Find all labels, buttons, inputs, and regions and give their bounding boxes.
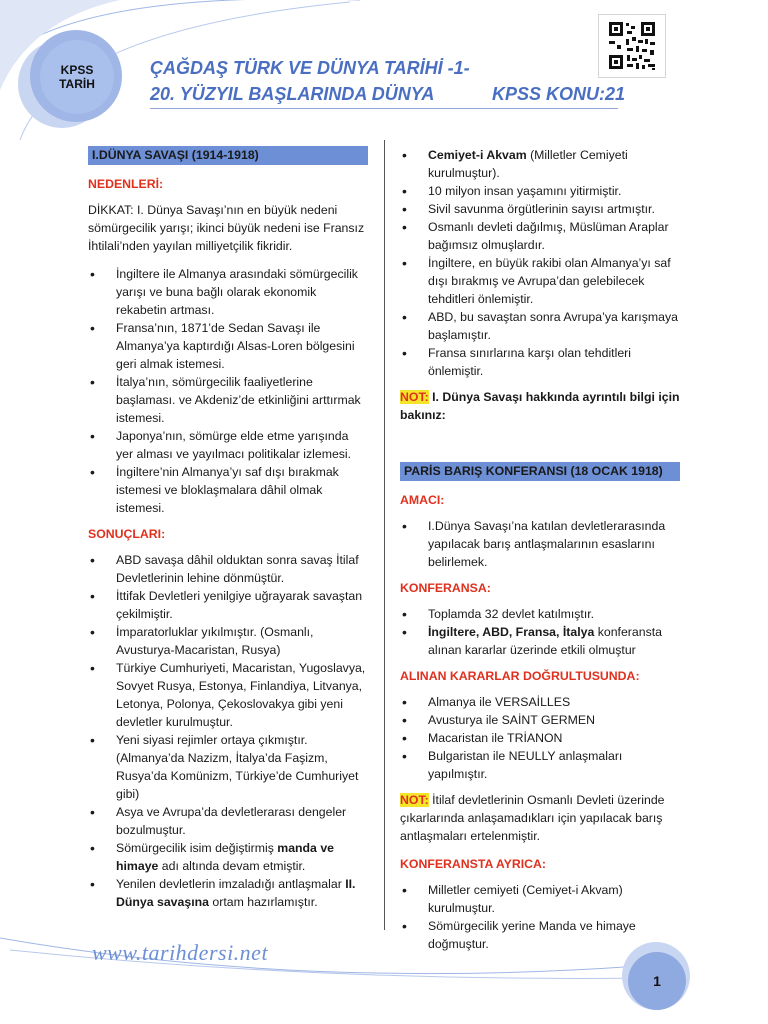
list-item: • 10 milyon insan yaşamını yitirmiştir. [400, 182, 680, 200]
list-item: • Osmanlı devleti dağılmış, Müslüman Araplar bağımsız olmuşlardır. [400, 218, 680, 254]
list-item: • ABD, bu savaştan sonra Avrupa’ya karışmaya başlamıştır. [400, 308, 680, 344]
causes-heading: NEDENLERİ: [88, 177, 164, 191]
list-item: • İtalya’nın, sömürgecilik faaliyetlerine başlaması. ve Akdeniz’de etkinliğini arttırmak istemesi. [88, 373, 368, 427]
bold-segment: Cemiyet-i Akvam [428, 148, 527, 162]
conference-list [400, 605, 680, 659]
badge-line-1: KPSS [60, 63, 94, 77]
dikkat-paragraph: DİKKAT: I. Dünya Savaşı’nın en büyük nedeni sömürgecilik yarışı; ikinci büyük nedeni ise Fransız İhtilali’nden yayılan milliyetçilik fikridir. [88, 203, 365, 253]
list-item: • ABD savaşa dâhil olduktan sonra savaş İtilaf Devletlerinin lehine dönmüştür. [88, 551, 368, 587]
bold-segment: İngiltere, ABD, Fransa, İtalya [428, 625, 595, 639]
list-item: • İngiltere ile Almanya arasındaki sömürgecilik yarışı ve buna bağlı olarak ekonomik rekabetin artması. [88, 265, 368, 319]
note-ww1 [400, 388, 680, 424]
section-title-ww1: I.DÜNYA SAVAŞI (1914-1918) [88, 146, 368, 165]
list-item: • I.Dünya Savaşı’na katılan devletlerarasında yapılacak barış antlaşmalarının esaslarını belirlemek. [400, 517, 680, 571]
text-segment: konferansta alınan kararlar üzerinde etkili olmuştur [428, 625, 662, 657]
results-continued-list [400, 146, 680, 380]
list-item: • Fransa sınırlarına karşı olan tehditleri önlemiştir. [400, 344, 680, 380]
list-item [400, 146, 680, 182]
list-item: • Yeni siyasi rejimler ortaya çıkmıştır. (Almanya’da Nazizm, İtalya’da Faşizm, Rusya’da Komünizm, Türkiye’de Cumhuriyet gibi) [88, 731, 368, 803]
list-item: • Almanya ile VERSAİLLES [400, 693, 680, 711]
also-heading: KONFERANSTA AYRICA: [400, 857, 546, 871]
decisions-list [400, 693, 680, 783]
kpss-badge [40, 40, 114, 114]
page-title: ÇAĞDAŞ TÜRK VE DÜNYA TARİHİ -1- [150, 58, 470, 78]
list-item: • Avusturya ile SAİNT GERMEN [400, 711, 680, 729]
qr-code-icon[interactable] [598, 14, 666, 78]
badge-line-2: TARİH [59, 77, 95, 91]
note-text: I. Dünya Savaşı hakkında ayrıntılı bilgi için bakınız: [400, 390, 680, 422]
column-divider [384, 140, 385, 930]
aim-list [400, 517, 680, 571]
right-column [400, 146, 680, 961]
aim-heading: AMACI: [400, 493, 445, 507]
website-link[interactable]: www.tarihdersi.net [92, 940, 269, 965]
text-segment: adı altında devam etmiştir. [158, 859, 306, 873]
results-heading: SONUÇLARI: [88, 527, 166, 541]
list-item: • İttifak Devletleri yenilgiye uğrayarak savaştan çekilmiştir. [88, 587, 368, 623]
list-item: • İngiltere’nin Almanya’yı saf dışı bırakmak istemesi ve bloklaşmalara dâhil olmak istemesi. [88, 463, 368, 517]
results-list [88, 551, 368, 911]
page-subtitle: 20. YÜZYIL BAŞLARINDA DÜNYA [150, 84, 435, 104]
text-segment: (Milletler Cemiyeti kurulmuştur). [428, 148, 628, 180]
note-text: İtilaf devletlerinin Osmanlı Devleti üzerinde çıkarlarında anlaşamadıkları için yapılacak barış antlaşmaları ertelenmiştir. [400, 793, 665, 843]
causes-list [88, 265, 368, 517]
list-item: • Bulgaristan ile NEULLY anlaşmaları yapılmıştır. [400, 747, 680, 783]
text-segment: Yenilen devletlerin imzaladığı antlaşmalar [116, 877, 346, 891]
text-segment: Sömürgecilik isim değiştirmiş [116, 841, 278, 855]
note-label: NOT: [400, 390, 429, 404]
section-title-paris: PARİS BARIŞ KONFERANSI (18 OCAK 1918) [400, 462, 680, 481]
page-number: 1 [628, 952, 686, 1010]
bold-segment: manda ve himaye [116, 841, 334, 873]
list-item: • Sömürgecilik yerine Manda ve himaye doğmuştur. [400, 917, 680, 953]
list-item: • İmparatorluklar yıkılmıştır. (Osmanlı, Avusturya-Macaristan, Rusya) [88, 623, 368, 659]
list-item: • İngiltere, en büyük rakibi olan Almanya’yı saf dışı bırakmış ve Avrupa’dan gelebilecek tehditleri önlemiştir. [400, 254, 680, 308]
note-label: NOT: [400, 793, 429, 807]
topic-number: KPSS KONU:21 [492, 84, 626, 104]
list-item [88, 875, 368, 911]
list-item: • Milletler cemiyeti (Cemiyet-i Akvam) kurulmuştur. [400, 881, 680, 917]
list-item: • Sivil savunma örgütlerinin sayısı artmıştır. [400, 200, 680, 218]
header-rule [150, 108, 618, 109]
text-segment: ortam hazırlamıştır. [208, 895, 318, 909]
list-item [400, 623, 680, 659]
list-item [88, 839, 368, 875]
bold-segment: II. Dünya savaşına [116, 877, 356, 909]
list-item: • Fransa’nın, 1871’de Sedan Savaşı ile Almanya’ya kaptırdığı Alsas-Loren bölgesini geri almak istemesi. [88, 319, 368, 373]
left-column [88, 146, 368, 919]
list-item: • Macaristan ile TRİANON [400, 729, 680, 747]
decisions-heading: ALINAN KARARLAR DOĞRULTUSUNDA: [400, 669, 640, 683]
list-item: • Toplamda 32 devlet katılmıştır. [400, 605, 680, 623]
list-item: • Asya ve Avrupa’da devletlerarası dengeler bozulmuştur. [88, 803, 368, 839]
list-item: • Japonya’nın, sömürge elde etme yarışında yer alması ve yayılmacı politikalar izlemesi. [88, 427, 368, 463]
note-ottoman [400, 791, 680, 845]
list-item: • Türkiye Cumhuriyeti, Macaristan, Yugoslavya, Sovyet Rusya, Estonya, Finlandiya, Litvanya, Letonya, Polonya, Çekoslovakya gibi yeni devletler kurulmuştur. [88, 659, 368, 731]
conference-heading: KONFERANSA: [400, 581, 491, 595]
